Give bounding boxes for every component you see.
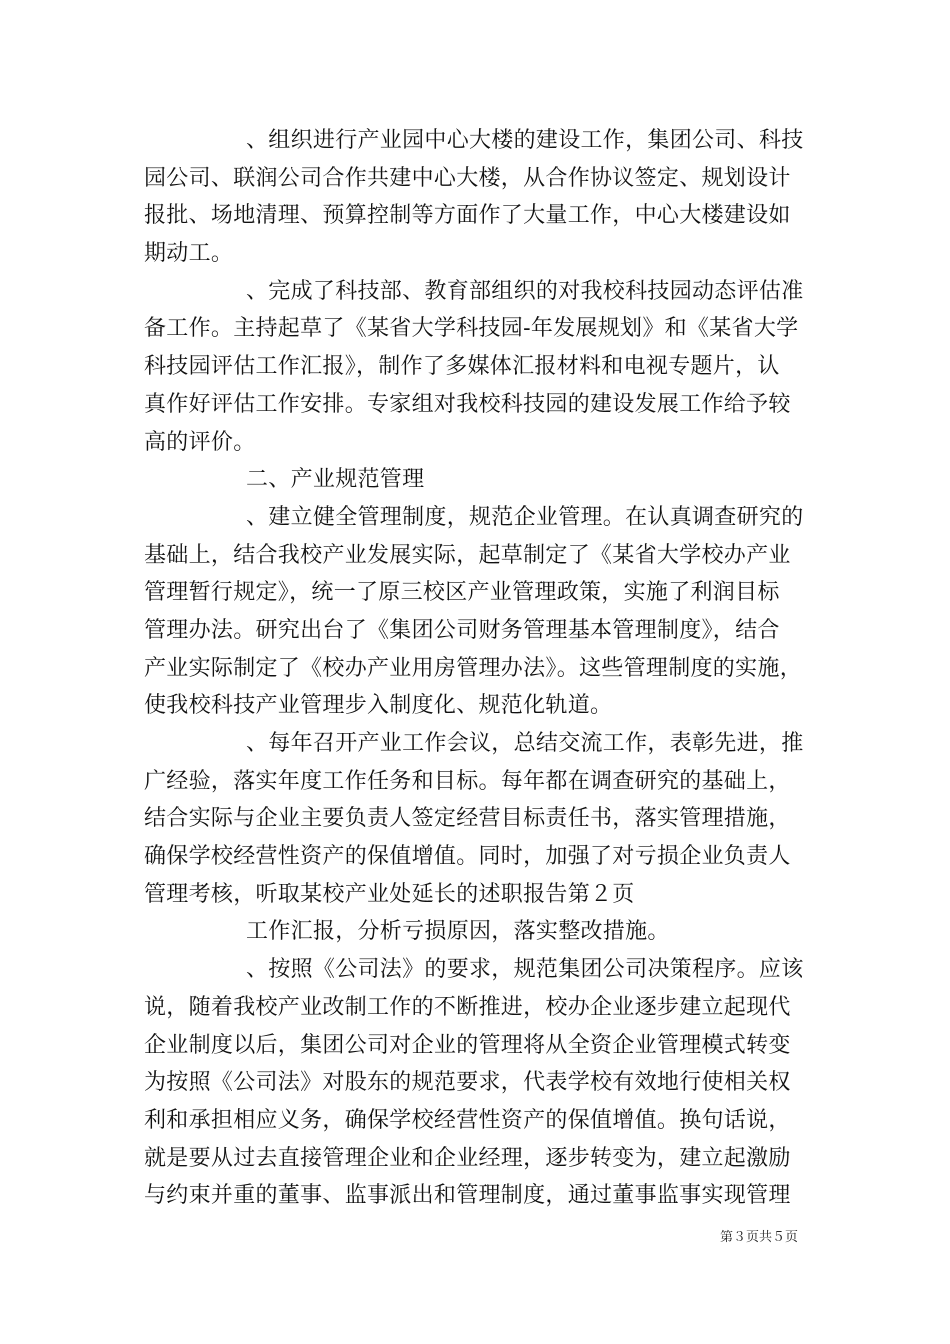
paragraph-line: 管理暂行规定》，统一了原三校区产业管理政策，实施了利润目标 bbox=[144, 580, 780, 606]
paragraph-line: 、建立健全管理制度，规范企业管理。在认真调查研究的 bbox=[246, 504, 804, 530]
paragraph-line: 产业实际制定了《校办产业用房管理办法》。这些管理制度的实施， bbox=[144, 655, 803, 681]
paragraph-line: 基础上，结合我校产业发展实际，起草制定了《某省大学校办产业 bbox=[144, 542, 791, 568]
paragraph-line: 期动工。 bbox=[144, 241, 234, 267]
paragraph-line: 利和承担相应义务，确保学校经营性资产的保值增值。换句话说， bbox=[144, 1107, 791, 1133]
paragraph-line: 报批、场地清理、预算控制等方面作了大量工作，中心大楼建设如 bbox=[144, 203, 791, 229]
paragraph-line: 工作汇报，分析亏损原因，落实整改措施。 bbox=[246, 919, 670, 945]
paragraph-line: 与约束并重的董事、监事派出和管理制度，通过董事监事实现管理 bbox=[144, 1183, 791, 1209]
paragraph-line: 科技园评估工作汇报》，制作了多媒体汇报材料和电视专题片，认 bbox=[144, 354, 780, 380]
paragraph-line: 、按照《公司法》的要求，规范集团公司决策程序。应该 bbox=[246, 957, 804, 983]
paragraph-line: 管理考核，听取某校产业处延长的述职报告第２页 bbox=[144, 881, 635, 907]
paragraph-line: 就是要从过去直接管理企业和企业经理，逐步转变为，建立起激励 bbox=[144, 1145, 791, 1171]
paragraph-line: 真作好评估工作安排。专家组对我校科技园的建设发展工作给予较 bbox=[144, 391, 791, 417]
paragraph-line: 、组织进行产业园中心大楼的建设工作，集团公司、科技 bbox=[246, 128, 804, 153]
paragraph-line: 、完成了科技部、教育部组织的对我校科技园动态评估准 bbox=[246, 278, 804, 304]
section-heading: 二、产业规范管理 bbox=[246, 467, 425, 493]
paragraph-line: 、每年召开产业工作会议，总结交流工作，表彰先进，推 bbox=[246, 731, 804, 756]
paragraph-line: 为按照《公司法》对股东的规范要求，代表学校有效地行使相关权 bbox=[144, 1070, 791, 1096]
paragraph-line: 企业制度以后，集团公司对企业的管理将从全资企业管理模式转变 bbox=[144, 1032, 791, 1058]
paragraph-line: 广经验，落实年度工作任务和目标。每年都在调查研究的基础上， bbox=[144, 768, 791, 794]
paragraph-line: 高的评价。 bbox=[144, 429, 256, 455]
paragraph-line: 结合实际与企业主要负责人签定经营目标责任书，落实管理措施， bbox=[144, 806, 791, 832]
paragraph-line: 园公司、联润公司合作共建中心大楼，从合作协议签定、规划设计 bbox=[144, 165, 791, 191]
paragraph-line: 说，随着我校产业改制工作的不断推进，校办企业逐步建立起现代 bbox=[144, 994, 791, 1020]
page-number-footer: 第３页共５页 bbox=[720, 1230, 799, 1245]
paragraph-line: 确保学校经营性资产的保值增值。同时，加强了对亏损企业负责人 bbox=[144, 844, 791, 870]
paragraph-line: 管理办法。研究出台了《集团公司财务管理基本管理制度》，结合 bbox=[144, 617, 780, 643]
paragraph-line: 使我校科技产业管理步入制度化、规范化轨道。 bbox=[144, 693, 613, 719]
paragraph-line: 备工作。主持起草了《某省大学科技园-年发展规划》和《某省大学 bbox=[144, 316, 799, 342]
document-body bbox=[144, 122, 814, 1215]
